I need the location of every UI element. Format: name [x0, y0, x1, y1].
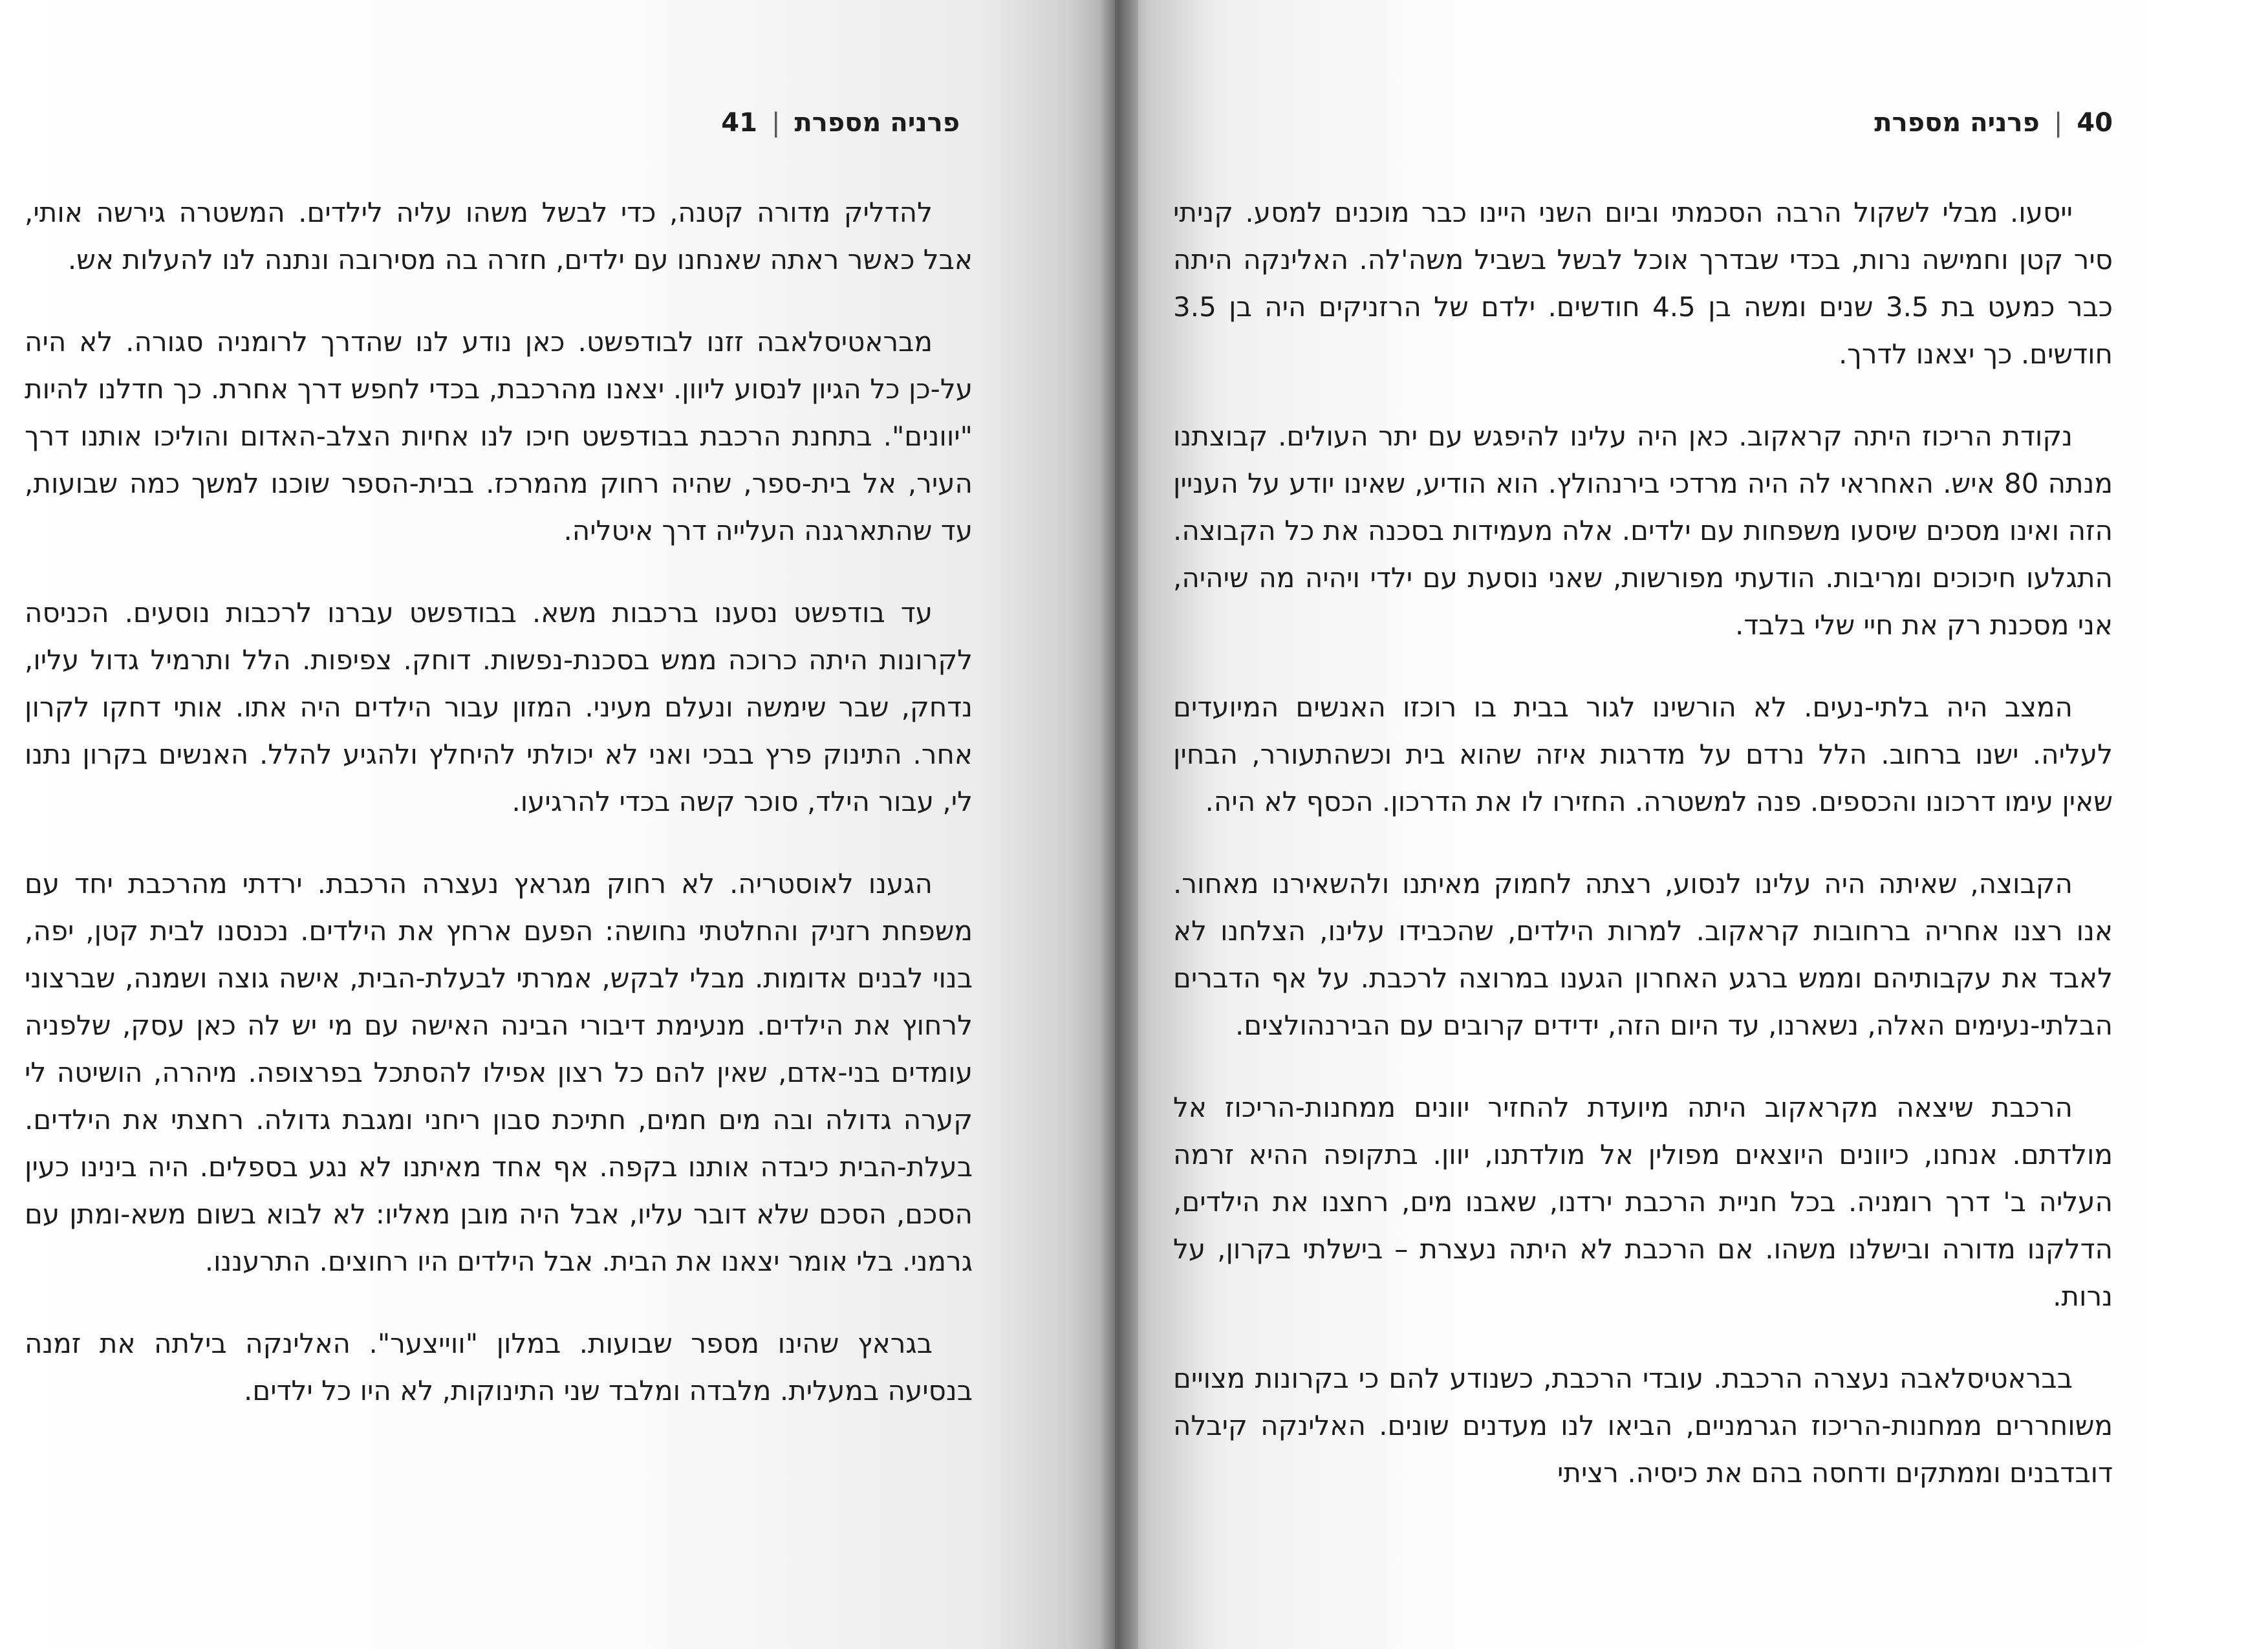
page-body	[1173, 189, 2113, 1496]
page-number: 41	[721, 108, 757, 138]
running-title: פרניה מספרת	[1874, 108, 2040, 138]
paragraph: המצב היה בלתי-נעים. לא הורשינו לגור בבית בו רוכזו האנשים המיועדים לעליה. ישנו ברחוב. הלל נרדם על מדרגות איזה שהוא בית וכשהתעורר, הבחין שאין עימו דרכונו והכספים. פנה למשטרה. החזירו לו את הדרכון. הכסף לא היה.	[1173, 691, 2113, 817]
paragraph: להדליק מדורה קטנה, כדי לבשל משהו עליה לילדים. המשטרה גירשה אותי, אבל כאשר ראתה שאנחנו עם ילדים, חזרה בה מסירובה ונתנה לנו להעלות אש.	[25, 197, 973, 275]
book-gutter	[1099, 0, 1138, 1649]
page-body	[25, 189, 973, 1414]
paragraph: הרכבת שיצאה מקראקוב היתה מיועדת להחזיר יוונים ממחנות-הריכוז אל מולדתם. אנחנו, כיוונים היוצאים מפולין אל מולדתנו, יוון. בתקופה ההיא זרמה העליה ב' דרך רומניה. בכל חניית הרכבת ירדנו, שאבנו מים, רחצנו את הילדים, הדלקנו מדורה ובישלנו משהו. אם הרכבת לא היתה נעצרת – בישלתי בקרון, על נרות.	[1173, 1092, 2113, 1312]
paragraph: מבראטיסלאבה זזנו לבודפשט. כאן נודע לנו שהדרך לרומניה סגורה. לא היה על-כן כל הגיון לנסוע ליוון. יצאנו מהרכבת, בכדי לחפש דרך אחרת. כך חדלנו להיות "יוונים". בתחנת הרכבת בבודפשט חיכו לנו אחיות הצלב-האדום והוליכו אותנו דרך העיר, אל בית-ספר, שהיה רחוק מהמרכז. בבית-הספר שוכנו למשך כמה שבועות, עד שהתארגנה העלייה דרך איטליה.	[25, 326, 973, 546]
page-number: 40	[2077, 108, 2113, 138]
running-head	[1173, 97, 2113, 149]
paragraph: בגראץ שהינו מספר שבועות. במלון "ווייצער". האלינקה בילתה את זמנה בנסיעה במעלית. מלבדה ומלבד שני התינוקות, לא היו כל ילדים.	[25, 1328, 973, 1406]
header-separator: |	[771, 108, 781, 138]
right-page	[1115, 0, 2268, 1649]
running-title: פרניה מספרת	[794, 108, 960, 138]
paragraph: ייסעו. מבלי לשקול הרבה הסכמתי וביום השני היינו כבר מוכנים למסע. קניתי סיר קטן וחמישה נרות, בכדי שבדרך אוכל לבשל בשביל משה'לה. האלינקה היתה כבר כמעט בת 3.5 שנים ומשה בן 4.5 חודשים. ילדם של הרזניקים היה בן 3.5 חודשים. כך יצאנו לדרך.	[1173, 197, 2113, 370]
paragraph: בבראטיסלאבה נעצרה הרכבת. עובדי הרכבת, כשנודע להם כי בקרונות מצויים משוחררים ממחנות-הריכוז הגרמניים, הביאו לנו מעדנים שונים. האלינקה קיבלה דובדבנים וממתקים ודחסה בהם את כיסיה. רציתי	[1173, 1363, 2113, 1489]
paragraph: עד בודפשט נסענו ברכבות משא. בבודפשט עברנו לרכבות נוסעים. הכניסה לקרונות היתה כרוכה ממש בסכנת-נפשות. דוחק. צפיפות. הלל ותרמיל גדול עליו, נדחק, שבר שימשה ונעלם מעיני. המזון עבור הילדים היה אתו. אותי דחקו לקרון אחר. התינוק פרץ בבכי ואני לא יכולתי להיחלץ ולהגיע להלל. האנשים בקרון נתנו לי, עבור הילד, סוכר קשה בכדי להרגיעו.	[25, 597, 973, 817]
header-separator: |	[2053, 108, 2063, 138]
left-page	[0, 0, 1115, 1649]
paragraph: הגענו לאוסטריה. לא רחוק מגראץ נעצרה הרכבת. ירדתי מהרכבת יחד עם משפחת רזניק והחלטתי נחושה: הפעם ארחץ את הילדים. נכנסנו לבית קטן, יפה, בנוי לבנים אדומות. מבלי לבקש, אמרתי לבעלת-הבית, אישה גוצה ושמנה, שברצוני לרחוץ את הילדים. מנעימת דיבורי הבינה האישה עם מי יש לה כאן עסק, שלפניה עומדים בני-אדם, שאין להם כל רצון אפילו להסתכל בפרצופה. מיהרה, הושיטה לי קערה גדולה ובה מים חמים, חתיכת סבון ריחני ומגבת גדולה. רחצתי את הילדים. בעלת-הבית כיבדה אותנו בקפה. אף אחד מאיתנו לא נגע בספלים. היה בינינו כעין הסכם, הסכם שלא דובר עליו, אבל היה מובן מאליו: לא לבוא בשום משא-ומתן עם גרמני. בלי אומר יצאנו את הבית. אבל הילדים היו רחוצים. התרעננו.	[25, 868, 973, 1277]
paragraph: הקבוצה, שאיתה היה עלינו לנסוע, רצתה לחמוק מאיתנו ולהשאירנו מאחור. אנו רצנו אחריה ברחובות קראקוב. למרות הילדים, שהכבידו עלינו, הצלחנו לא לאבד את עקבותיהם וממש ברגע האחרון הגענו במרוצה לרכבת. על אף הדברים הבלתי-נעימים האלה, נשארנו, עד היום הזה, ידידים קרובים עם הבירנהולצים.	[1173, 868, 2113, 1041]
running-head	[25, 97, 973, 149]
paragraph: נקודת הריכוז היתה קראקוב. כאן היה עלינו להיפגש עם יתר העולים. קבוצתנו מנתה 80 איש. האחראי לה היה מרדכי בירנהולץ. הוא הודיע, שאינו יודע על העניין הזה ואינו מסכים שיסעו משפחות עם ילדים. אלה מעמידות בסכנה את כל הקבוצה. התגלעו חיכוכים ומריבות. הודעתי מפורשות, שאני נוסעת עם ילדי ויהיה מה שיהיה, אני מסכנת רק את חיי שלי בלבד.	[1173, 420, 2113, 641]
